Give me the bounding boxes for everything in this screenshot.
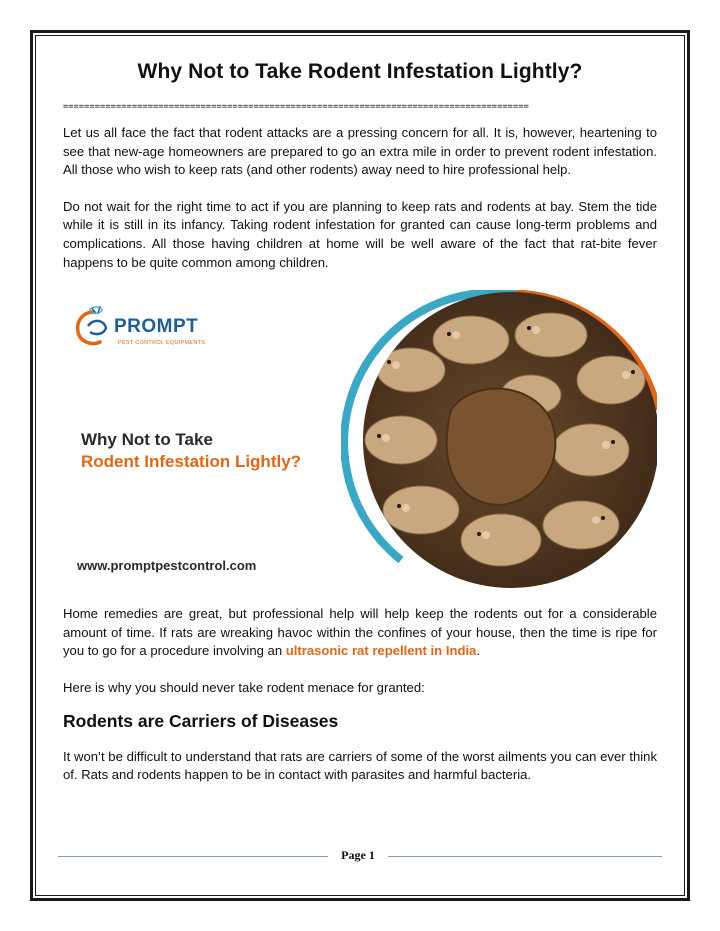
paragraph-intro: Let us all face the fact that rodent attacks are a pressing concern for all. It is, however, heartening to see that new-age homeowners are prepared to go an extra mile in order to prevent rodent infestation. All those who wish to keep rats (and other rodents) away need to hire professional help. xyxy=(63,125,657,178)
paragraph-act-now: Do not wait for the right time to act if you are planning to keep rats and rodents at bay. Stem the tide while it is still in its infancy. Taking rodent infestation for granted can cause long-term problems and complications. All those having children at home will be well aware of the fact that rat-bite fever happens to be quite common among children. xyxy=(63,198,657,270)
banner-url: www.promptpestcontrol.com xyxy=(77,558,257,574)
document-title: Why Not to Take Rodent Infestation Lightly? xyxy=(137,60,583,83)
paragraph-home-remedies-end: . xyxy=(476,643,481,659)
page-number: Page 1 xyxy=(341,848,375,862)
page-footer xyxy=(58,848,662,868)
banner-title-line2: Rodent Infestation Lightly? xyxy=(81,452,302,472)
rats-photo xyxy=(341,290,657,588)
logo-tagline: PEST CONTROL EQUIPMENTS xyxy=(118,340,206,347)
paragraph-why: Here is why you should never take rodent menace for granted: xyxy=(63,679,425,695)
footer-rule-right xyxy=(388,856,662,857)
section-heading-diseases: Rodents are Carriers of Diseases xyxy=(63,710,339,731)
document-page xyxy=(63,60,657,785)
article-banner-image xyxy=(63,290,657,588)
prompt-logo xyxy=(74,300,214,352)
paragraph-home-remedies xyxy=(63,605,657,661)
pest-logo-icon xyxy=(74,304,114,350)
footer-rule-left xyxy=(58,856,328,857)
logo-wordmark: PROMPT xyxy=(114,316,199,338)
paragraph-home-remedies-text: Home remedies are great, but professional help will help keep the rodents out for a considerable amount of time. If rats are wreaking havoc within the confines of your house, then the time is ripe for you to go for a procedure involving an xyxy=(63,606,657,659)
ultrasonic-repellent-link[interactable]: ultrasonic rat repellent in India xyxy=(285,643,477,659)
divider-line: ======================================================================================== xyxy=(63,102,529,112)
paragraph-carriers: It won’t be difficult to understand that rats are carriers of some of the worst ailments you can ever think of. Rats and rodents happen to be in contact with parasites and harmful bacteria. xyxy=(63,748,657,783)
banner-title-line1: Why Not to Take xyxy=(81,430,213,450)
